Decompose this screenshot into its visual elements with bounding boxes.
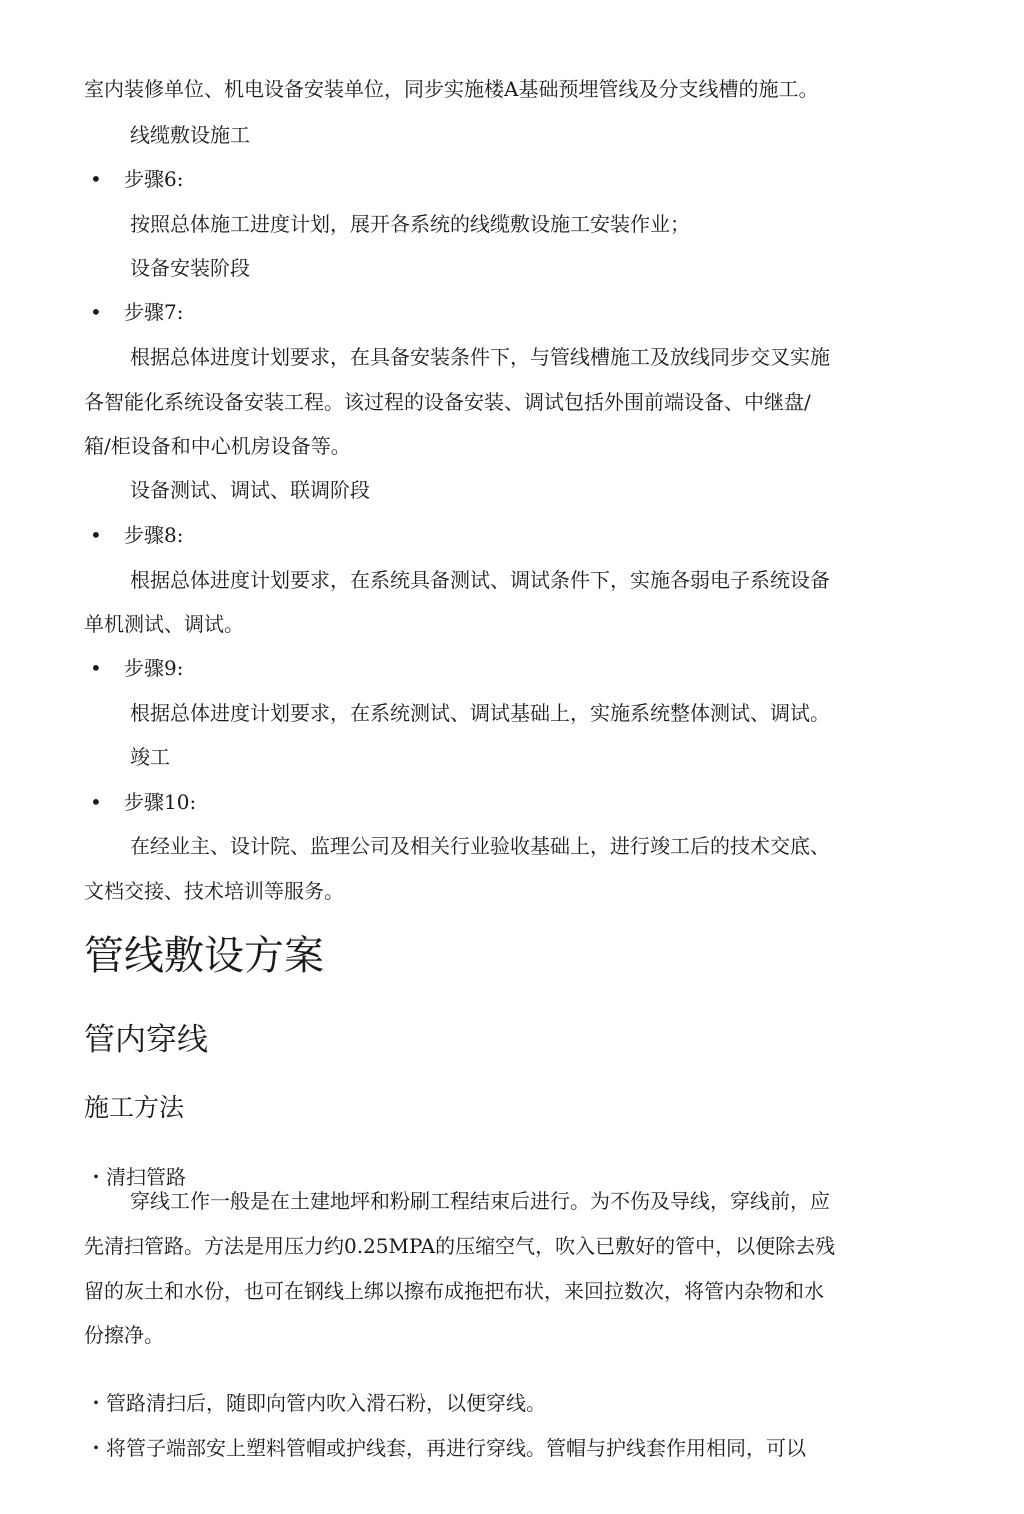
section-heading-3: 施工方法 <box>84 1093 185 1122</box>
bullet-icon: • <box>90 167 102 191</box>
step-7-line-3: 箱/柜设备和中心机房设备等。 <box>84 434 351 458</box>
step-6-label <box>90 165 183 193</box>
step-7-line-1: 根据总体进度计划要求，在具备安装条件下，与管线槽施工及放线同步交叉实施 <box>130 345 830 369</box>
step-label: 步骤7: <box>124 300 184 324</box>
section-heading-2: 管内穿线 <box>84 1022 208 1058</box>
method-para-line-4: 份擦净。 <box>84 1323 164 1347</box>
bullet-icon: • <box>90 790 102 814</box>
phase-title-cable: 线缆敷设施工 <box>130 123 250 147</box>
phase-title-complete: 竣工 <box>130 745 170 769</box>
step-6-text: 按照总体施工进度计划，展开各系统的线缆敷设施工安装作业； <box>130 212 690 236</box>
step-8-line-1: 根据总体进度计划要求，在系统具备测试、调试条件下，实施各弱电子系统设备 <box>130 568 830 592</box>
step-label: 步骤6: <box>124 167 184 191</box>
method-item-cap: ・将管子端部安上塑料管帽或护线套，再进行穿线。管帽与护线套作用相同，可以 <box>86 1436 806 1460</box>
bullet-icon: • <box>90 523 102 547</box>
step-label: 步骤9: <box>124 656 184 680</box>
phase-title-install: 设备安装阶段 <box>130 256 250 280</box>
step-9-label <box>90 654 183 682</box>
step-label: 步骤10: <box>124 790 197 814</box>
step-8-line-2: 单机测试、调试。 <box>84 612 244 636</box>
method-para-line-3: 留的灰土和水份，也可在钢线上绑以擦布成拖把布状，来回拉数次，将管内杂物和水 <box>84 1279 824 1303</box>
step-7-line-2: 各智能化系统设备安装工程。该过程的设备安装、调试包括外围前端设备、中继盘/ <box>84 390 811 414</box>
method-para-line-2: 先清扫管路。方法是用压力约0.25MPA的压缩空气，吹入已敷好的管中，以便除去残 <box>84 1234 836 1258</box>
step-10-label <box>90 788 196 816</box>
phase-title-test: 设备测试、调试、联调阶段 <box>130 478 370 502</box>
step-9-text: 根据总体进度计划要求，在系统测试、调试基础上，实施系统整体测试、调试。 <box>130 701 830 725</box>
step-10-line-1: 在经业主、设计院、监理公司及相关行业验收基础上，进行竣工后的技术交底、 <box>130 834 830 858</box>
step-8-label <box>90 521 183 549</box>
intro-line: 室内装修单位、机电设备安装单位，同步实施楼A基础预埋管线及分支线槽的施工。 <box>84 77 819 101</box>
step-10-line-2: 文档交接、技术培训等服务。 <box>84 879 344 903</box>
method-item-talc: ・管路清扫后，随即向管内吹入滑石粉，以便穿线。 <box>86 1391 546 1415</box>
bullet-icon: • <box>90 300 102 324</box>
method-item-clean: ・清扫管路 <box>86 1165 186 1189</box>
step-label: 步骤8: <box>124 523 184 547</box>
step-7-label <box>90 298 183 326</box>
method-para-line-1: 穿线工作一般是在土建地坪和粉刷工程结束后进行。为不伤及导线，穿线前，应 <box>130 1189 830 1213</box>
bullet-icon: • <box>90 656 102 680</box>
section-heading-1: 管线敷设方案 <box>84 933 324 979</box>
